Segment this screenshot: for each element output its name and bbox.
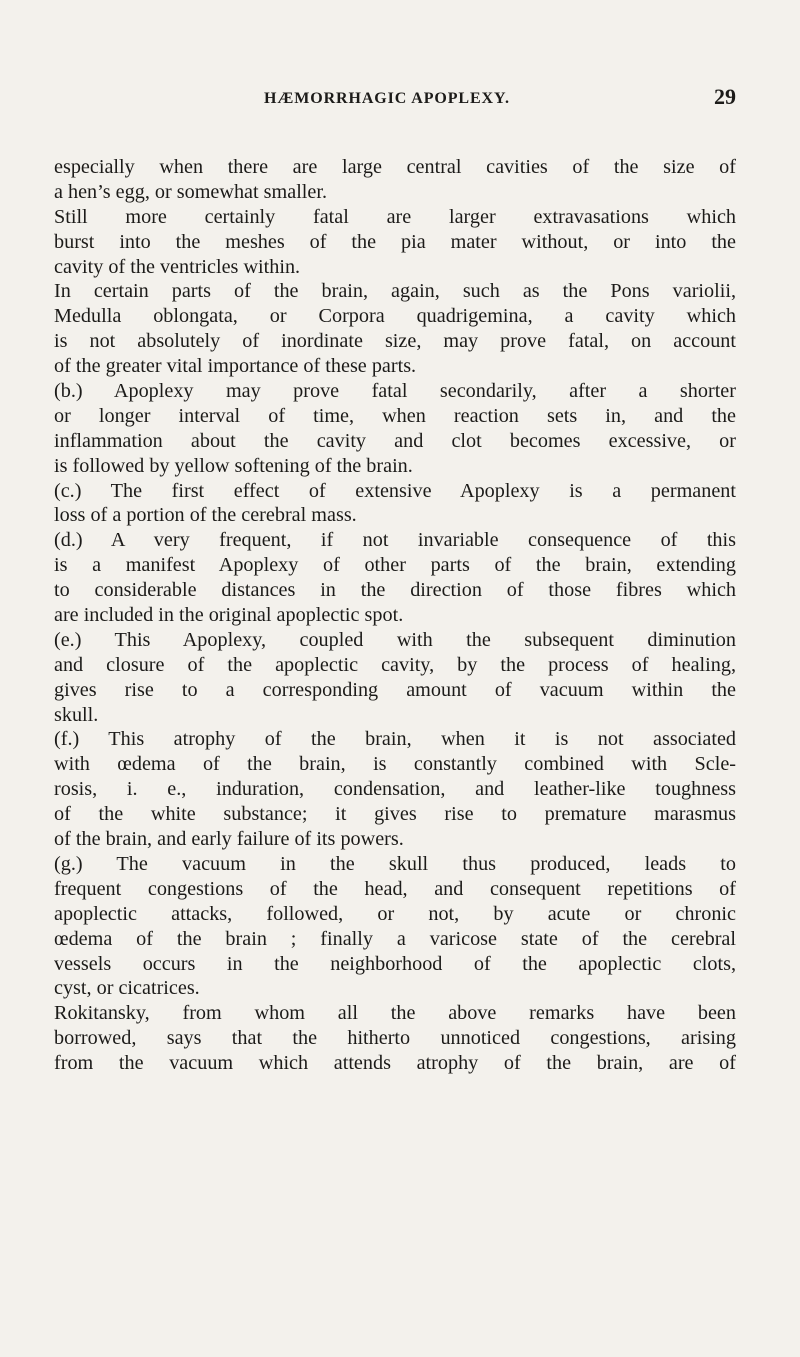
text-line: a hen’s egg, or somewhat smaller. bbox=[54, 180, 328, 203]
text-line: inflammation about the cavity and clot becomes excessive, or bbox=[54, 429, 736, 452]
text-line: of the greater vital importance of these parts. bbox=[54, 355, 417, 378]
text-line: skull. bbox=[54, 703, 99, 726]
text-line: especially when there are large central cavities of the size of bbox=[54, 156, 736, 178]
text-line: is followed by yellow softening of the brain. bbox=[54, 454, 413, 477]
text-line: is a manifest Apoplexy of other parts of the brain, extending bbox=[54, 554, 736, 577]
text-line: borrowed, says that the hitherto unnoticed congestions, arising bbox=[54, 1027, 736, 1050]
text-line: Rokitansky, from whom all the above remarks have been bbox=[54, 1002, 736, 1025]
text-line: Still more certainly fatal are larger extravasations which bbox=[54, 205, 736, 228]
text-line: Medulla oblongata, or Corpora quadrigemina, a cavity which bbox=[54, 305, 736, 328]
text-line: (d.) A very frequent, if not invariable consequence of this bbox=[54, 529, 736, 552]
text-line: burst into the meshes of the pia mater without, or into the bbox=[54, 230, 736, 253]
text-line: (f.) This atrophy of the brain, when it is not associated bbox=[54, 728, 736, 751]
text-line: vessels occurs in the neighborhood of the apoplectic clots, bbox=[54, 952, 736, 975]
text-line: cavity of the ventricles within. bbox=[54, 255, 301, 278]
text-line: (b.) Apoplexy may prove fatal secondarily, after a shorter bbox=[54, 380, 736, 403]
text-line: œdema of the brain ; finally a varicose state of the cerebral bbox=[54, 927, 736, 950]
text-line: from the vacuum which attends atrophy of the brain, are of bbox=[54, 1052, 736, 1075]
text-line: with œdema of the brain, is constantly combined with Scle- bbox=[54, 753, 736, 776]
running-header bbox=[54, 84, 736, 112]
text-line: is not absolutely of inordinate size, may prove fatal, on account bbox=[54, 330, 736, 353]
text-line: cyst, or cicatrices. bbox=[54, 977, 200, 1000]
text-line: apoplectic attacks, followed, or not, by acute or chronic bbox=[54, 902, 736, 925]
text-line: and closure of the apoplectic cavity, by the process of healing, bbox=[54, 653, 736, 676]
text-line: (c.) The first effect of extensive Apoplexy is a permanent bbox=[54, 479, 736, 502]
text-line: of the white substance; it gives rise to premature marasmus bbox=[54, 803, 736, 826]
page-number: 29 bbox=[714, 84, 736, 109]
text-line: or longer interval of time, when reaction sets in, and the bbox=[54, 404, 736, 427]
body-text bbox=[54, 155, 736, 1076]
text-line: of the brain, and early failure of its powers. bbox=[54, 828, 404, 851]
text-line: gives rise to a corresponding amount of vacuum within the bbox=[54, 678, 736, 701]
text-line: In certain parts of the brain, again, such as the Pons variolii, bbox=[54, 280, 736, 303]
text-line: loss of a portion of the cerebral mass. bbox=[54, 504, 357, 527]
text-line: (e.) This Apoplexy, coupled with the subsequent diminution bbox=[54, 628, 736, 651]
running-title: HÆMORRHAGIC APOPLEXY. bbox=[264, 90, 510, 107]
text-line: (g.) The vacuum in the skull thus produced, leads to bbox=[54, 852, 736, 875]
text-line: are included in the original apoplectic spot. bbox=[54, 604, 404, 627]
text-line: rosis, i. e., induration, condensation, and leather-like toughness bbox=[54, 778, 736, 801]
text-line: frequent congestions of the head, and consequent repetitions of bbox=[54, 877, 736, 900]
text-line: to considerable distances in the direction of those fibres which bbox=[54, 579, 736, 602]
